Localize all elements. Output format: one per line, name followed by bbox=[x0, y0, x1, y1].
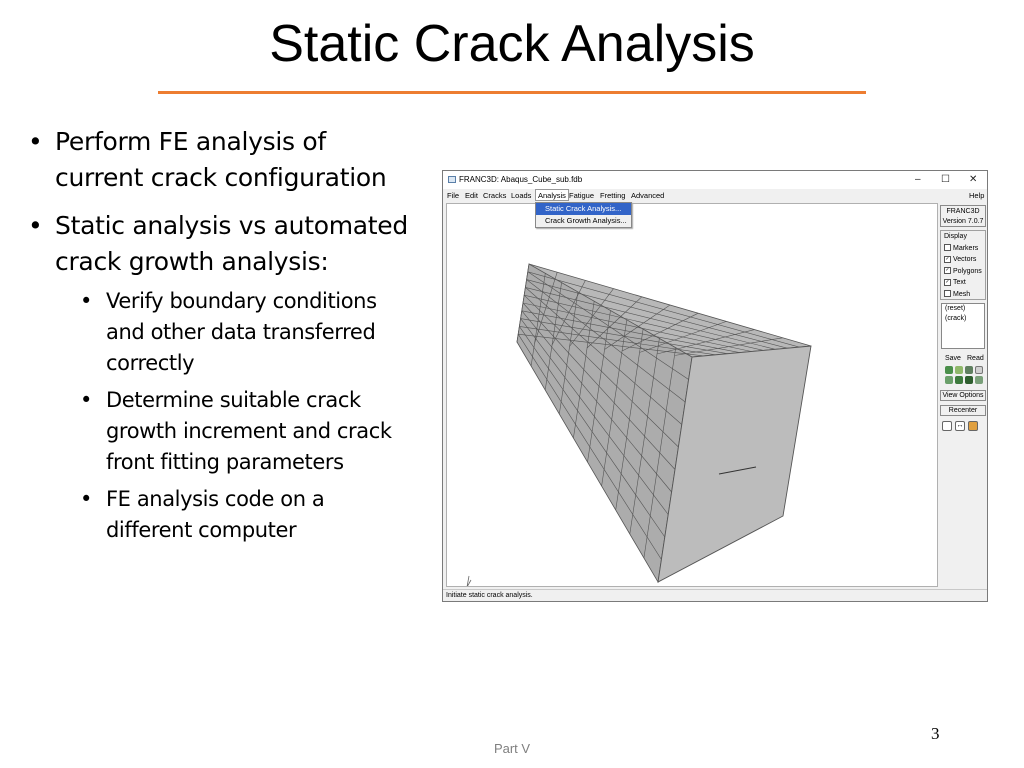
footer-text: Part V bbox=[493, 741, 531, 756]
menu-item-crack-growth-analysis[interactable]: Crack Growth Analysis... bbox=[545, 216, 627, 225]
menu-cracks[interactable]: Cracks bbox=[483, 191, 507, 200]
view-list[interactable] bbox=[941, 303, 985, 349]
menu-file[interactable]: File bbox=[447, 191, 460, 200]
bullet-item: • Static analysis vs automated crack growth analysis: bbox=[26, 208, 416, 280]
list-item-reset[interactable]: (reset) bbox=[945, 305, 966, 312]
franc3d-window bbox=[442, 170, 988, 602]
menu-loads[interactable]: Loads bbox=[511, 191, 532, 200]
display-group bbox=[940, 230, 986, 300]
display-label: Display bbox=[944, 233, 967, 240]
checkbox-box-checked: ✓ bbox=[945, 255, 950, 262]
view-preset-icon[interactable] bbox=[965, 376, 973, 384]
model-viewport[interactable] bbox=[446, 203, 938, 587]
version-label: Version 7.0.7 bbox=[942, 218, 984, 225]
window-titlebar[interactable] bbox=[443, 171, 987, 189]
read-button[interactable]: Read bbox=[967, 355, 984, 362]
menu-fatigue[interactable]: Fatigue bbox=[569, 191, 595, 200]
checkbox-box-checked: ✓ bbox=[945, 278, 950, 285]
checkbox-vectors[interactable] bbox=[941, 254, 985, 266]
menu-analysis[interactable]: Analysis bbox=[535, 189, 569, 201]
bullet-item: • Perform FE analysis of current crack configuration bbox=[26, 124, 416, 196]
franc3d-version-button[interactable] bbox=[940, 205, 986, 227]
menu-help[interactable]: Help bbox=[969, 191, 985, 200]
checkbox-label: Text bbox=[953, 279, 966, 286]
menu-bar bbox=[443, 189, 987, 202]
zoom-box-icon[interactable] bbox=[942, 421, 952, 431]
checkbox-label: Vectors bbox=[953, 256, 977, 263]
view-preset-icon[interactable] bbox=[955, 376, 963, 384]
fit-icon[interactable]: ↔ bbox=[956, 422, 964, 429]
view-preset-icons bbox=[945, 366, 983, 386]
checkbox-box-checked: ✓ bbox=[945, 267, 950, 274]
status-text: Initiate static crack analysis. bbox=[446, 592, 533, 599]
sub-bullet-item: • FE analysis code on a different computer bbox=[80, 484, 416, 546]
checkbox-polygons[interactable] bbox=[941, 266, 985, 278]
menu-edit[interactable]: Edit bbox=[465, 191, 478, 200]
view-preset-icon[interactable] bbox=[945, 376, 953, 384]
checkbox-label: Markers bbox=[953, 244, 979, 252]
view-preset-icon[interactable] bbox=[975, 366, 983, 374]
page-number: 3 bbox=[931, 724, 940, 743]
pan-icon[interactable] bbox=[968, 421, 978, 431]
view-preset-icon[interactable] bbox=[955, 366, 963, 374]
view-options-button[interactable]: View Options bbox=[940, 390, 986, 401]
minimize-button[interactable]: – bbox=[915, 174, 921, 185]
save-button[interactable]: Save bbox=[945, 355, 961, 362]
slide-title: Static Crack Analysis bbox=[269, 15, 755, 73]
checkbox-label: Mesh bbox=[953, 290, 971, 298]
product-name: FRANC3D bbox=[946, 208, 980, 215]
checkbox-text[interactable] bbox=[941, 277, 985, 289]
window-title: FRANC3D: Abaqus_Cube_sub.fdb bbox=[459, 175, 583, 184]
app-icon bbox=[448, 176, 456, 183]
menu-fretting[interactable]: Fretting bbox=[600, 191, 626, 200]
view-preset-icon[interactable] bbox=[945, 366, 953, 374]
bullet-list bbox=[26, 124, 416, 552]
axis-triad-icon bbox=[467, 576, 475, 586]
list-item-crack[interactable]: (crack) bbox=[945, 315, 967, 322]
menu-item-static-crack-analysis[interactable]: Static Crack Analysis... bbox=[536, 203, 631, 215]
view-preset-icon[interactable] bbox=[965, 366, 973, 374]
tool-icons bbox=[942, 420, 982, 432]
cube-mesh-model bbox=[447, 204, 937, 586]
status-bar bbox=[443, 589, 987, 602]
maximize-button[interactable]: ☐ bbox=[941, 174, 950, 185]
analysis-dropdown bbox=[535, 202, 632, 228]
sub-bullet-item: • Verify boundary conditions and other data transferred correctly bbox=[80, 286, 416, 379]
recenter-button[interactable]: Recenter bbox=[940, 405, 986, 416]
checkbox-markers[interactable] bbox=[941, 243, 985, 255]
sub-bullet-item: • Determine suitable crack growth increment and crack front fitting parameters bbox=[80, 385, 416, 478]
checkbox-mesh[interactable] bbox=[941, 289, 985, 301]
close-button[interactable]: ✕ bbox=[969, 174, 978, 185]
menu-advanced[interactable]: Advanced bbox=[631, 191, 665, 200]
title-rule bbox=[158, 91, 866, 94]
checkbox-label: Polygons bbox=[953, 267, 982, 275]
view-preset-icon[interactable] bbox=[975, 376, 983, 384]
checkbox-box bbox=[944, 244, 951, 251]
checkbox-box bbox=[944, 290, 951, 297]
side-panel bbox=[940, 203, 987, 587]
